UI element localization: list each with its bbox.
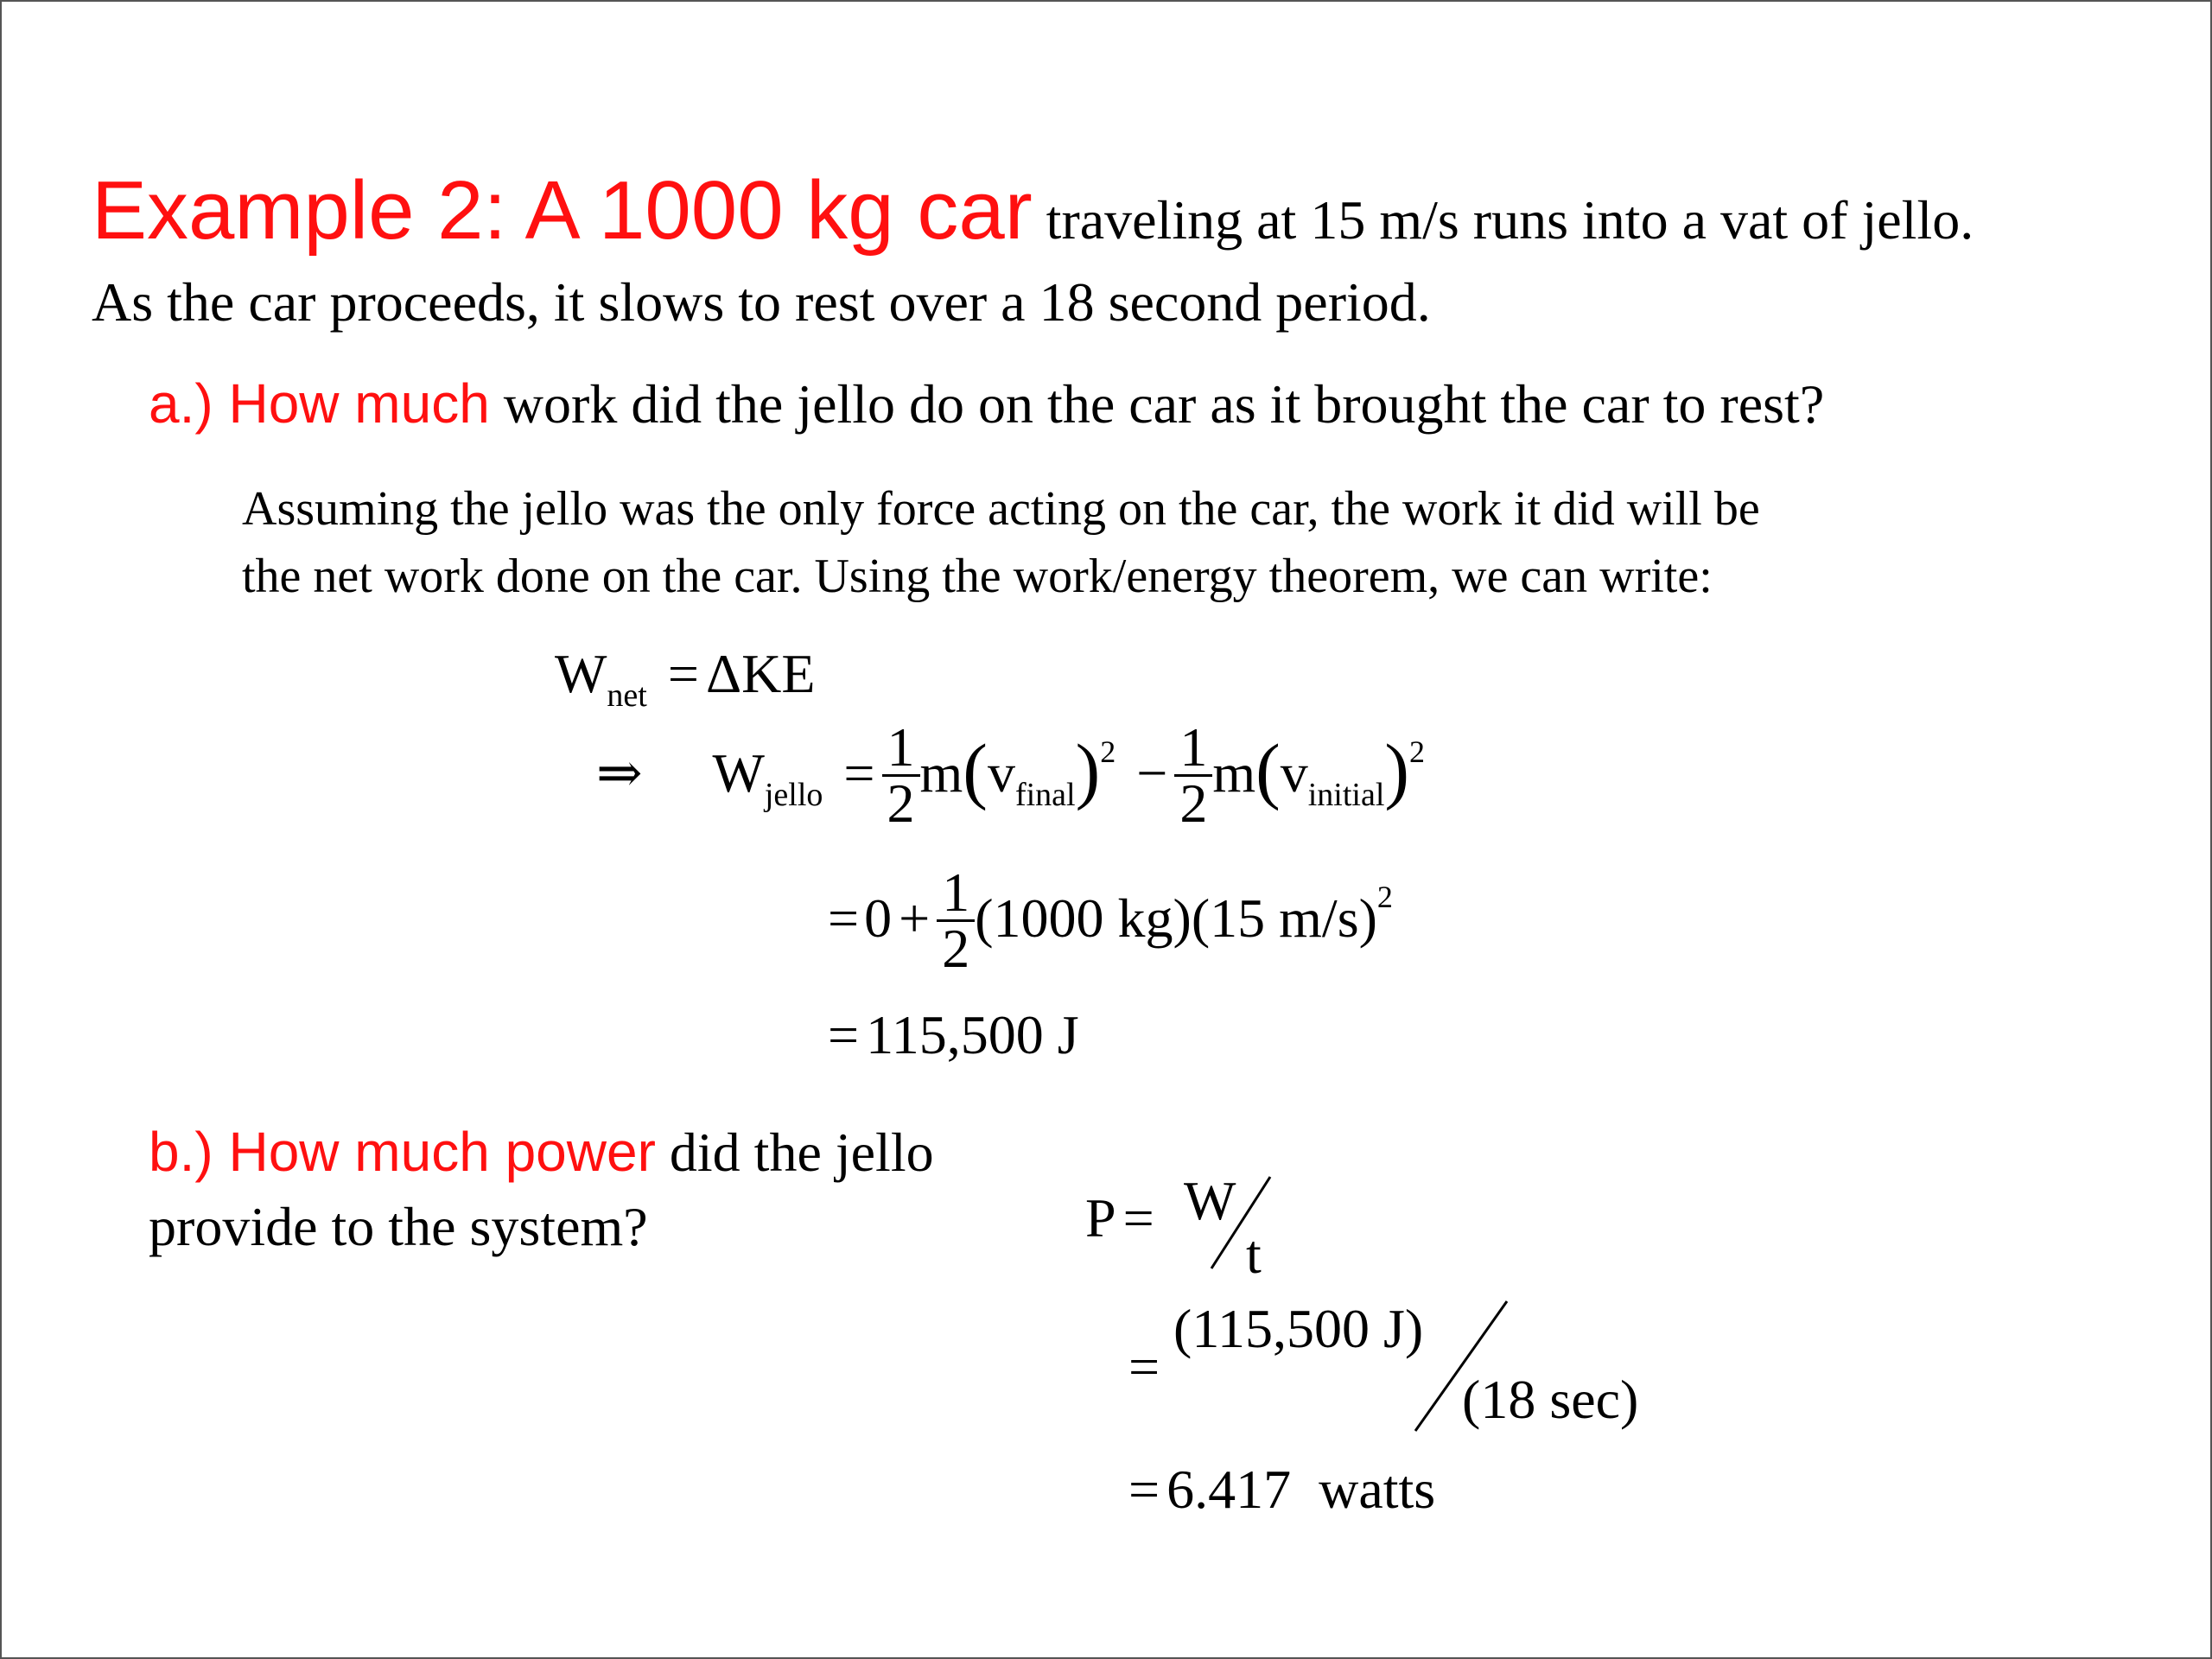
fraction-half-1: $\frac{1}{2}$	[882, 721, 920, 830]
eq-power-eq: =	[1128, 1336, 1160, 1397]
explanation	[242, 475, 1760, 610]
eq-power-work: (115,500 J)	[1173, 1298, 1424, 1359]
result-power: 6.417 watts	[1166, 1459, 1436, 1520]
eq-result-b: = 6.417 watts	[1128, 1459, 1436, 1520]
result-work: 115,500 J	[866, 1004, 1079, 1065]
eq-wjello: ⇒ $W_{jello}$ = $\frac{1}{2}$ $m(v_{final})^2$ − $\frac{1}{2}$ $m(v_{initial})^2$	[596, 716, 1426, 834]
fraction-half-3: $\frac{1}{2}$	[937, 866, 975, 976]
implies-arrow: ⇒	[596, 742, 643, 804]
eq-m-1: m	[919, 742, 963, 804]
explanation-line-1: Assuming the jello was the only force acting on the car, the work it did will be	[242, 482, 1760, 536]
eq-sub-net: net	[607, 677, 647, 714]
title-lead: Example 2: A 1000 kg car	[92, 164, 1033, 257]
eq-power-w: W	[1184, 1170, 1236, 1231]
question-b-line-2: provide to the system?	[149, 1196, 648, 1257]
eq-equals-3: =	[828, 887, 860, 950]
question-a-lead: a.) How much	[149, 372, 490, 435]
question-a-rest: work did the jello do on the car as it brought the car to rest?	[489, 373, 1825, 435]
eq-dke: ΔKE	[705, 643, 816, 704]
question-b	[149, 1115, 934, 1264]
explanation-line-2: the net work done on the car. Using the work/energy theorem, we can write:	[242, 550, 1713, 603]
eq-mass: (1000 kg)	[975, 887, 1192, 950]
eq-sub-final: final	[1014, 777, 1076, 814]
fraction-half-2: $\frac{1}{2}$	[1174, 721, 1212, 830]
eq-w2: W	[712, 742, 765, 804]
eq-equals-2: =	[843, 742, 875, 804]
question-b-rest: did the jello	[655, 1122, 934, 1183]
slash-1	[1206, 1173, 1275, 1274]
title-line-2: As the car proceeds, it slows to rest over a 18 second period.	[92, 271, 1431, 333]
eq-substitution: =0 + $\frac{1}{2}$ (1000 kg)(15 m/s)$^2$	[828, 861, 1393, 979]
eq-minus: −	[1136, 742, 1168, 804]
eq-wnet	[555, 643, 816, 714]
title-rest: traveling at 15 m/s runs into a vat of jello.	[1032, 189, 1974, 251]
eq-sub-initial: initial	[1307, 777, 1385, 814]
question-b-lead: b.) How much power	[149, 1121, 656, 1183]
eq-m-2: m	[1212, 742, 1256, 804]
eq-power-time: (18 sec)	[1462, 1369, 1639, 1430]
eq-power-t: t	[1246, 1224, 1262, 1285]
eq-sub-jello: jello	[764, 777, 823, 814]
eq-w: W	[555, 643, 607, 704]
eq-equals: =	[667, 643, 699, 704]
question-a	[149, 365, 1824, 458]
eq-result-a: = 115,500 J	[828, 1004, 1079, 1065]
eq-speed: (15 m/s)	[1191, 887, 1377, 950]
eq-power: P =	[1085, 1187, 1154, 1249]
